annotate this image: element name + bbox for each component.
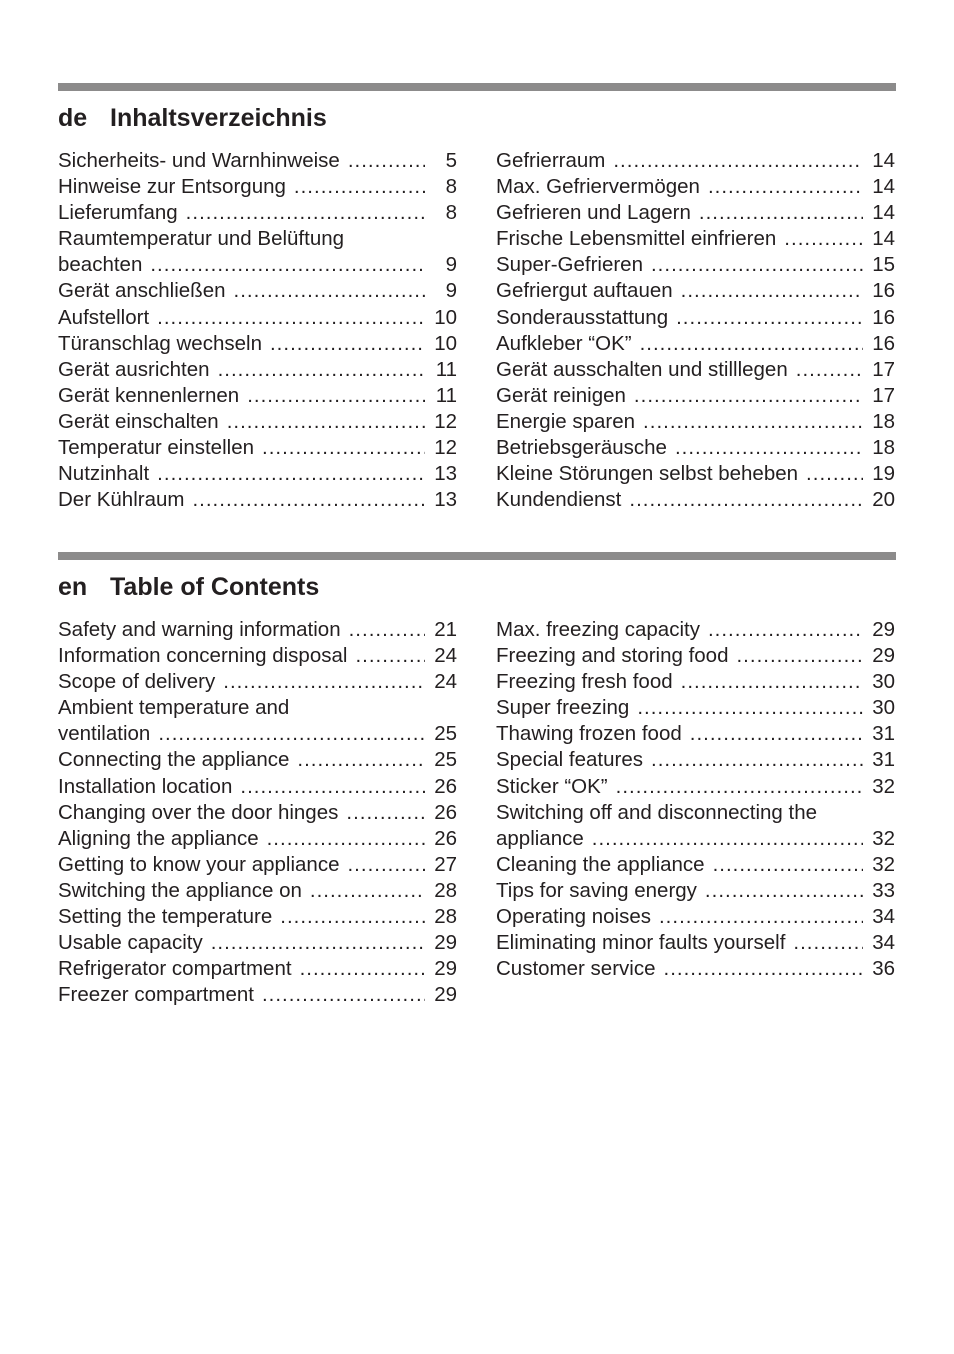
dot-leader	[637, 695, 863, 721]
toc-page-number: 26	[434, 826, 457, 850]
toc-page-number: 10	[434, 331, 457, 355]
toc-entry[interactable]	[58, 826, 457, 852]
toc-entry-row	[496, 305, 895, 331]
toc-entry-row	[58, 721, 457, 747]
toc-page-number: 12	[434, 436, 457, 460]
toc-entry-row	[58, 331, 457, 357]
dot-leader	[681, 669, 863, 695]
toc-entry-row	[496, 904, 895, 930]
toc-page-number: 34	[872, 931, 895, 955]
toc-page-number: 9	[445, 279, 457, 303]
toc-entry-title: Gerät ausrichten	[58, 357, 210, 381]
toc-entry-row	[58, 487, 457, 513]
toc-entry-row	[496, 643, 895, 669]
dot-leader	[294, 174, 425, 200]
toc-page-number: 26	[434, 774, 457, 798]
toc-entry-title: Aufstellort	[58, 305, 150, 329]
toc-entry-row	[58, 774, 457, 800]
toc-entry[interactable]	[496, 800, 895, 852]
toc-entry-title: Usable capacity	[58, 931, 203, 955]
toc-entry-row	[58, 956, 457, 982]
toc-entry-row	[496, 956, 895, 982]
toc-page-number: 16	[872, 279, 895, 303]
toc-entry-title: Gefrieren und Lagern	[496, 201, 691, 225]
toc-entry[interactable]	[496, 435, 895, 461]
dot-leader	[616, 774, 863, 800]
toc-entry-title: Max. freezing capacity	[496, 618, 700, 641]
language-code: en	[58, 573, 88, 601]
dot-leader	[234, 278, 425, 304]
toc-entry-title: Connecting the appliance	[58, 748, 290, 772]
toc-page-number: 17	[872, 383, 895, 407]
toc-page-number: 29	[872, 618, 895, 641]
dot-leader	[676, 305, 863, 331]
section-title: Table of Contents	[110, 573, 320, 601]
toc-page-number: 16	[872, 331, 895, 355]
toc-section-en	[58, 552, 896, 1007]
toc-entry[interactable]	[58, 226, 457, 278]
toc-entry-row	[58, 383, 457, 409]
toc-entry-title: Freezing fresh food	[496, 670, 673, 694]
toc-entry-row	[58, 878, 457, 904]
toc-entry-title: Scope of delivery	[58, 670, 216, 694]
toc-entry-row	[496, 252, 895, 278]
dot-leader	[793, 930, 863, 956]
dot-leader	[659, 904, 863, 930]
dot-leader	[713, 852, 863, 878]
toc-page-number: 14	[872, 149, 895, 172]
dot-leader	[681, 278, 863, 304]
toc-entry[interactable]	[496, 669, 895, 695]
dot-leader	[675, 435, 863, 461]
section-heading	[58, 572, 896, 602]
toc-entry[interactable]	[58, 904, 457, 930]
dot-leader	[690, 721, 863, 747]
toc-entry[interactable]	[496, 226, 895, 252]
toc-column-left	[58, 148, 457, 513]
toc-column-right	[496, 148, 895, 513]
toc-entry-row	[496, 278, 895, 304]
toc-page-number: 10	[434, 305, 457, 329]
dot-leader	[640, 331, 863, 357]
toc-page-number: 26	[434, 800, 457, 824]
toc-page-number: 11	[435, 383, 457, 407]
toc-entry-row	[496, 878, 895, 904]
toc-entry-row	[496, 357, 895, 383]
dot-leader	[592, 826, 863, 852]
dot-leader	[784, 226, 863, 252]
toc-entry-title: Sicherheits- und Warnhinweise	[58, 149, 340, 172]
toc-entry[interactable]	[58, 383, 457, 409]
toc-page-number: 15	[872, 253, 895, 277]
toc-page-number: 19	[872, 462, 895, 486]
dot-leader	[355, 643, 425, 669]
toc-page-number: 14	[872, 201, 895, 225]
toc-entry-title: Information concerning disposal	[58, 644, 348, 668]
toc-entry[interactable]	[496, 278, 895, 304]
toc-entry-title: Max. Gefriervermögen	[496, 175, 700, 199]
toc-page-number: 33	[872, 878, 895, 902]
dot-leader	[651, 252, 863, 278]
toc-page-number: 24	[434, 644, 457, 668]
toc-entry-title: Refrigerator compartment	[58, 957, 292, 981]
toc-page-number: 28	[434, 878, 457, 902]
toc-entry-title: Der Kühlraum	[58, 488, 185, 512]
toc-entry[interactable]	[496, 252, 895, 278]
toc-entry[interactable]	[496, 774, 895, 800]
toc-entry-title-line: Switching off and disconnecting the	[496, 800, 818, 824]
toc-entry[interactable]	[496, 174, 895, 200]
toc-entry[interactable]	[496, 904, 895, 930]
toc-entry-row	[58, 305, 457, 331]
dot-leader	[158, 721, 425, 747]
toc-entry-title: Freezer compartment	[58, 983, 254, 1007]
dot-leader	[300, 956, 425, 982]
toc-entry[interactable]	[58, 174, 457, 200]
toc-entry-row	[496, 148, 895, 174]
toc-entry-title: Gerät kennenlernen	[58, 383, 240, 407]
toc-page-number: 29	[434, 983, 457, 1007]
toc-entry-row	[496, 930, 895, 956]
toc-entry[interactable]	[58, 774, 457, 800]
toc-entry-row	[58, 643, 457, 669]
toc-entry-row	[58, 200, 457, 226]
dot-leader	[211, 930, 425, 956]
toc-entry-title: Gefriergut auftauen	[496, 279, 673, 303]
dot-leader	[240, 774, 425, 800]
toc-page-number: 31	[872, 748, 895, 772]
toc-entry-title: Temperatur einstellen	[58, 436, 254, 460]
dot-leader	[223, 669, 425, 695]
toc-entry[interactable]	[58, 409, 457, 435]
dot-leader	[262, 435, 425, 461]
toc-entry-row	[58, 669, 457, 695]
toc-entry-title: Eliminating minor faults yourself	[496, 931, 786, 955]
dot-leader	[736, 643, 863, 669]
toc-entry-row	[496, 409, 895, 435]
toc-entry-row	[58, 409, 457, 435]
toc-entry-title: Gerät ausschalten und stilllegen	[496, 357, 788, 381]
toc-entry-row	[58, 435, 457, 461]
dot-leader	[664, 956, 864, 982]
toc-entry-title: Energie sparen	[496, 409, 636, 433]
dot-leader	[651, 747, 863, 773]
toc-entry[interactable]	[496, 331, 895, 357]
dot-leader	[613, 148, 863, 174]
toc-entry[interactable]	[496, 409, 895, 435]
toc-entry-row	[58, 982, 457, 1008]
toc-page-number: 34	[872, 905, 895, 929]
toc-entry-title: Setting the temperature	[58, 905, 273, 929]
toc-entry[interactable]	[496, 930, 895, 956]
toc-entry[interactable]	[58, 357, 457, 383]
toc-entry-row	[58, 617, 457, 643]
toc-entry-row	[58, 148, 457, 174]
toc-entry[interactable]	[58, 800, 457, 826]
toc-entry[interactable]	[496, 383, 895, 409]
toc-entry-title: Thawing frozen food	[496, 722, 682, 746]
section-rule	[58, 552, 896, 560]
toc-entry-row	[58, 357, 457, 383]
toc-entry-title: Kundendienst	[496, 488, 622, 512]
toc-entry-title-line: Ambient temperature and	[58, 696, 290, 720]
toc-entry-row	[496, 695, 895, 721]
toc-page-number: 20	[872, 488, 895, 512]
toc-entry-title: Hinweise zur Entsorgung	[58, 175, 286, 199]
toc-page-number: 18	[872, 436, 895, 460]
toc-page-number: 14	[872, 175, 895, 199]
toc-entry[interactable]	[58, 956, 457, 982]
dot-leader	[157, 461, 425, 487]
toc-entry[interactable]	[496, 747, 895, 773]
toc-entry-row	[496, 826, 895, 852]
toc-entry-title: Sticker “OK”	[496, 774, 608, 798]
toc-entry-title: Customer service	[496, 957, 656, 981]
toc-entry-title: Kleine Störungen selbst beheben	[496, 462, 799, 486]
toc-page-number: 9	[445, 253, 457, 277]
toc-entry[interactable]	[496, 357, 895, 383]
toc-entry-row	[496, 331, 895, 357]
dot-leader	[247, 383, 425, 409]
dot-leader	[708, 617, 863, 643]
toc-entry-row	[496, 435, 895, 461]
toc-entry-title: Gerät einschalten	[58, 409, 219, 433]
toc-entry[interactable]	[58, 148, 457, 174]
toc-entry-title: Switching the appliance on	[58, 878, 302, 902]
toc-page-number: 13	[434, 462, 457, 486]
toc-entry[interactable]	[58, 617, 457, 643]
language-code: de	[58, 104, 88, 132]
toc-entry-title: Gerät reinigen	[496, 383, 626, 407]
toc-entry[interactable]	[58, 278, 457, 304]
toc-page-number: 25	[434, 722, 457, 746]
toc-entry-title: ventilation	[58, 722, 151, 746]
toc-page-number: 11	[435, 357, 457, 381]
toc-page-number: 14	[872, 227, 895, 251]
dot-leader	[297, 747, 425, 773]
toc-entry-row	[58, 904, 457, 930]
toc-entry-row	[496, 487, 895, 513]
toc-entry-title: Gerät anschließen	[58, 279, 226, 303]
toc-entry-title: Super freezing	[496, 696, 630, 720]
toc-page-number: 12	[434, 409, 457, 433]
toc-entry[interactable]	[496, 878, 895, 904]
toc-entry[interactable]	[58, 695, 457, 747]
toc-page-number: 29	[434, 957, 457, 981]
dot-leader	[708, 174, 863, 200]
dot-leader	[699, 200, 863, 226]
dot-leader	[705, 878, 863, 904]
toc-entry[interactable]	[496, 721, 895, 747]
toc-column-left	[58, 617, 457, 1008]
toc-entry-title: Nutzinhalt	[58, 462, 150, 486]
toc-entry[interactable]	[58, 435, 457, 461]
toc-entry-title: Installation location	[58, 774, 233, 798]
dot-leader	[267, 826, 425, 852]
toc-entry-title: Tips for saving energy	[496, 878, 697, 902]
toc-entry-title: Special features	[496, 748, 644, 772]
dot-leader	[270, 331, 425, 357]
toc-entry-title: Aufkleber “OK”	[496, 331, 632, 355]
toc-entry-title: Gefrierraum	[496, 149, 606, 172]
dot-leader	[150, 252, 425, 278]
toc-page-number: 25	[434, 748, 457, 772]
toc-entry[interactable]	[58, 852, 457, 878]
toc-entry-title: appliance	[496, 826, 584, 850]
toc-page-number: 32	[872, 826, 895, 850]
toc-entry-title: Super-Gefrieren	[496, 253, 643, 277]
toc-page-number: 18	[872, 409, 895, 433]
toc-entry[interactable]	[58, 747, 457, 773]
toc-page-number: 29	[434, 931, 457, 955]
toc-page-number: 17	[872, 357, 895, 381]
toc-page-number: 29	[872, 644, 895, 668]
toc-entry[interactable]	[496, 695, 895, 721]
toc-entry-row	[58, 174, 457, 200]
toc-entry-row	[496, 200, 895, 226]
toc-page-number: 32	[872, 852, 895, 876]
toc-entry[interactable]	[58, 878, 457, 904]
toc-page-number: 28	[434, 905, 457, 929]
toc-entry-row	[496, 383, 895, 409]
dot-leader	[347, 852, 425, 878]
toc-entry-title-line: Raumtemperatur und Belüftung	[58, 227, 345, 251]
toc-entry[interactable]	[496, 305, 895, 331]
toc-entry-title: Lieferumfang	[58, 201, 178, 225]
toc-entry[interactable]	[496, 617, 895, 643]
toc-page-number: 36	[872, 957, 895, 981]
toc-entry[interactable]	[496, 852, 895, 878]
dot-leader	[643, 409, 863, 435]
dot-leader	[349, 617, 425, 643]
toc-entry[interactable]	[496, 956, 895, 982]
dot-leader	[192, 487, 425, 513]
toc-entry[interactable]	[58, 669, 457, 695]
toc-entry[interactable]	[58, 930, 457, 956]
toc-entry-row	[58, 252, 457, 278]
toc-page-number: 13	[434, 488, 457, 512]
toc-page-number: 30	[872, 670, 895, 694]
toc-entry[interactable]	[496, 148, 895, 174]
dot-leader	[186, 200, 425, 226]
toc-entry-row	[496, 226, 895, 252]
dot-leader	[262, 982, 425, 1008]
toc-page-number: 31	[872, 722, 895, 746]
toc-entry-title: Changing over the door hinges	[58, 800, 339, 824]
dot-leader	[348, 148, 425, 174]
toc-entry-title: Frische Lebensmittel einfrieren	[496, 227, 777, 251]
toc-entry-row	[496, 461, 895, 487]
dot-leader	[796, 357, 863, 383]
toc-page-number: 24	[434, 670, 457, 694]
toc-page-number: 8	[445, 175, 457, 199]
toc-entry[interactable]	[58, 305, 457, 331]
toc-page-number: 21	[434, 618, 457, 641]
toc-page-number: 8	[445, 201, 457, 225]
toc-entry-row	[58, 278, 457, 304]
toc-section-de	[58, 83, 896, 512]
section-rule	[58, 83, 896, 91]
toc-entry-row	[58, 800, 457, 826]
toc-entry-row	[496, 852, 895, 878]
toc-entry[interactable]	[58, 331, 457, 357]
toc-entry-title: Operating noises	[496, 905, 651, 929]
toc-entry-row	[58, 852, 457, 878]
dot-leader	[634, 383, 863, 409]
toc-entry-title: Sonderausstattung	[496, 305, 669, 329]
toc-entry-title: Safety and warning information	[58, 618, 341, 641]
toc-entry-row	[496, 617, 895, 643]
dot-leader	[346, 800, 425, 826]
toc-page-number: 5	[445, 149, 457, 172]
toc-column-right	[496, 617, 895, 982]
dot-leader	[806, 461, 863, 487]
toc-entry[interactable]	[58, 200, 457, 226]
dot-leader	[629, 487, 863, 513]
toc-entry-row	[496, 669, 895, 695]
toc-entry-title: Cleaning the appliance	[496, 852, 705, 876]
toc-page-number: 30	[872, 696, 895, 720]
section-title: Inhaltsverzeichnis	[110, 104, 327, 132]
toc-entry[interactable]	[58, 487, 457, 513]
toc-entry-title: Getting to know your appliance	[58, 852, 340, 876]
toc-entry-row	[58, 461, 457, 487]
section-heading	[58, 103, 896, 133]
dot-leader	[310, 878, 425, 904]
toc-page-number: 16	[872, 305, 895, 329]
toc-page-number: 32	[872, 774, 895, 798]
toc-page-number: 27	[434, 852, 457, 876]
dot-leader	[227, 409, 425, 435]
toc-entry[interactable]	[496, 461, 895, 487]
toc-entry[interactable]	[496, 643, 895, 669]
toc-entry-title: beachten	[58, 253, 143, 277]
toc-entry-row	[496, 747, 895, 773]
dot-leader	[218, 357, 425, 383]
dot-leader	[157, 305, 425, 331]
toc-entry[interactable]	[58, 982, 457, 1008]
toc-entry[interactable]	[58, 461, 457, 487]
toc-entry-row	[496, 174, 895, 200]
toc-entry-title: Betriebsgeräusche	[496, 436, 667, 460]
toc-entry[interactable]	[496, 200, 895, 226]
toc-entry-title: Türanschlag wechseln	[58, 331, 262, 355]
toc-entry-title: Aligning the appliance	[58, 826, 259, 850]
toc-entry-row	[58, 930, 457, 956]
toc-entry[interactable]	[496, 487, 895, 513]
toc-entry-row	[58, 747, 457, 773]
toc-entry-title: Freezing and storing food	[496, 644, 729, 668]
toc-entry-row	[496, 774, 895, 800]
dot-leader	[280, 904, 425, 930]
toc-entry[interactable]	[58, 643, 457, 669]
toc-entry-row	[58, 826, 457, 852]
toc-entry-row	[496, 721, 895, 747]
